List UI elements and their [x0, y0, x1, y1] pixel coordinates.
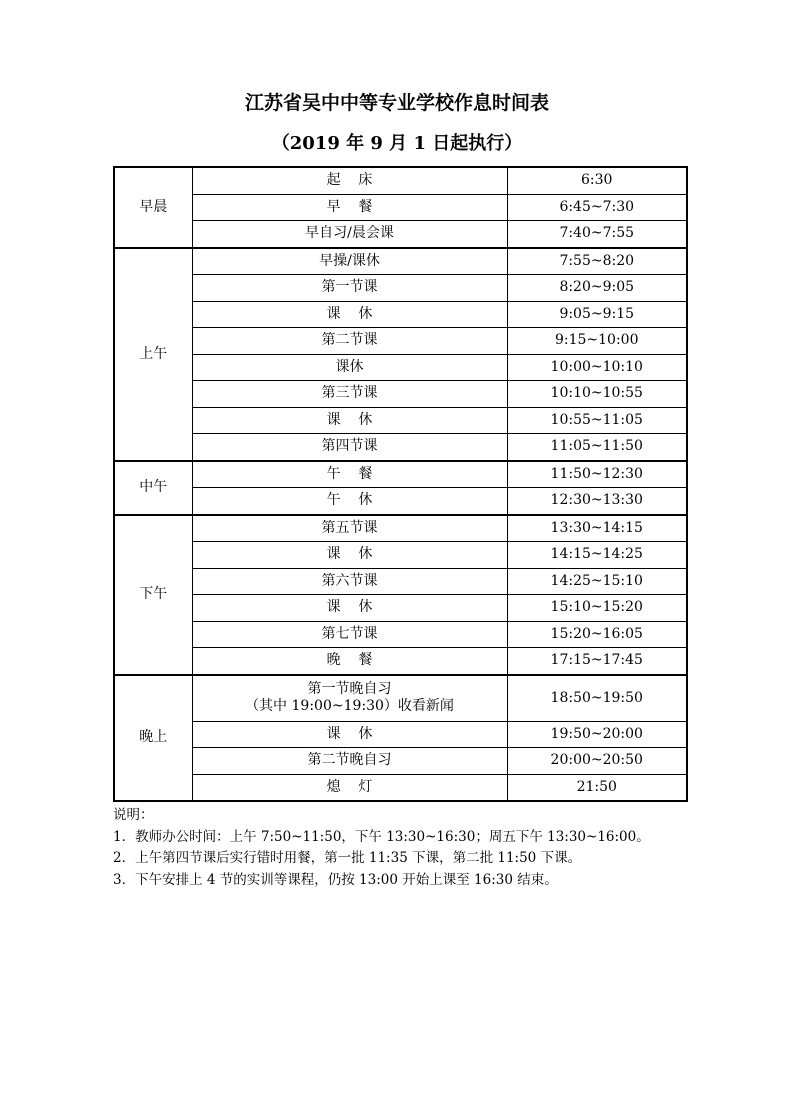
- time-cell: 6:30: [507, 167, 687, 194]
- time-cell: 20:00~20:50: [507, 748, 687, 775]
- time-cell: 18:50~19:50: [507, 675, 687, 722]
- activity-cell: 起 床: [192, 167, 507, 194]
- schedule-row: [114, 621, 687, 648]
- activity-cell: 第五节课: [192, 515, 507, 542]
- schedule-row: [114, 194, 687, 221]
- schedule-row: [114, 542, 687, 569]
- notes-heading: 说明：: [113, 807, 154, 823]
- schedule-row: [114, 221, 687, 248]
- activity-cell: 第七节课: [192, 621, 507, 648]
- time-cell: 17:15~17:45: [507, 648, 687, 675]
- period-cell: 下午: [114, 515, 192, 675]
- activity-cell: 第一节课: [192, 275, 507, 302]
- period-cell: 早晨: [114, 167, 192, 248]
- activity-line-1: 第一节晚自习: [307, 681, 392, 697]
- page-title: 江苏省吴中中等专业学校作息时间表: [244, 92, 549, 114]
- note-item-3: 3．下午安排上 4 节的实训等课程，仍按 13:00 开始上课至 16:30 结束。: [113, 871, 558, 888]
- period-cell: 上午: [114, 248, 192, 461]
- activity-cell: 课 休: [192, 721, 507, 748]
- activity-cell: 熄 灯: [192, 774, 507, 801]
- activity-cell: 第四节课: [192, 434, 507, 461]
- schedule-row: [114, 354, 687, 381]
- activity-cell: 第六节课: [192, 568, 507, 595]
- notes-section: [113, 805, 753, 891]
- time-cell: 10:00~10:10: [507, 354, 687, 381]
- activity-cell: 早自习/晨会课: [192, 221, 507, 248]
- schedule-row: [114, 488, 687, 515]
- schedule-row: [114, 515, 687, 542]
- activity-cell: 课 休: [192, 542, 507, 569]
- activity-cell: 午 休: [192, 488, 507, 515]
- schedule-row: [114, 461, 687, 488]
- schedule-row: [114, 407, 687, 434]
- schedule-table: [113, 166, 688, 802]
- note-item-1: 1．教师办公时间：上午 7:50~11:50，下午 13:30~16:30；周五下午 13:30~16:00。: [113, 828, 650, 845]
- activity-cell: 课休: [192, 354, 507, 381]
- time-cell: 11:05~11:50: [507, 434, 687, 461]
- time-cell: 13:30~14:15: [507, 515, 687, 542]
- schedule-row: [114, 301, 687, 328]
- activity-cell: 第二节课: [192, 328, 507, 355]
- time-cell: 10:55~11:05: [507, 407, 687, 434]
- schedule-row: [114, 381, 687, 408]
- time-cell: 7:40~7:55: [507, 221, 687, 248]
- schedule-row: [114, 434, 687, 461]
- activity-cell: 早操/课休: [192, 248, 507, 275]
- schedule-row: [114, 167, 687, 194]
- time-cell: 11:50~12:30: [507, 461, 687, 488]
- schedule-row: [114, 328, 687, 355]
- note-item-2: 2．上午第四节课后实行错时用餐，第一批 11:35 下课，第二批 11:50 下课。: [113, 850, 582, 866]
- period-cell: 晚上: [114, 675, 192, 802]
- schedule-row: [114, 748, 687, 775]
- time-cell: 10:10~10:55: [507, 381, 687, 408]
- activity-cell: 午 餐: [192, 461, 507, 488]
- schedule-row: [114, 675, 687, 722]
- activity-cell: 第三节课: [192, 381, 507, 408]
- time-cell: 6:45~7:30: [507, 194, 687, 221]
- time-cell: 19:50~20:00: [507, 721, 687, 748]
- schedule-row: [114, 248, 687, 275]
- activity-cell: 第二节晚自习: [192, 748, 507, 775]
- schedule-row: [114, 275, 687, 302]
- period-cell: 中午: [114, 461, 192, 515]
- time-cell: 9:05~9:15: [507, 301, 687, 328]
- schedule-row: [114, 568, 687, 595]
- time-cell: 21:50: [507, 774, 687, 801]
- activity-cell: 早 餐: [192, 194, 507, 221]
- time-cell: 8:20~9:05: [507, 275, 687, 302]
- time-cell: 14:25~15:10: [507, 568, 687, 595]
- time-cell: 12:30~13:30: [507, 488, 687, 515]
- page-subtitle: （2019 年 9 月 1 日起执行）: [271, 133, 523, 154]
- activity-cell: 课 休: [192, 595, 507, 622]
- time-cell: 9:15~10:00: [507, 328, 687, 355]
- activity-cell: 晚 餐: [192, 648, 507, 675]
- time-cell: 14:15~14:25: [507, 542, 687, 569]
- schedule-row: [114, 595, 687, 622]
- activity-line-2: （其中 19:00~19:30）收看新闻: [245, 698, 454, 714]
- time-cell: 15:10~15:20: [507, 595, 687, 622]
- schedule-row: [114, 774, 687, 801]
- activity-cell: 课 休: [192, 301, 507, 328]
- schedule-row: [114, 648, 687, 675]
- schedule-row: [114, 721, 687, 748]
- activity-cell: 课 休: [192, 407, 507, 434]
- time-cell: 7:55~8:20: [507, 248, 687, 275]
- activity-cell: [192, 675, 507, 722]
- schedule-body: [114, 167, 687, 801]
- time-cell: 15:20~16:05: [507, 621, 687, 648]
